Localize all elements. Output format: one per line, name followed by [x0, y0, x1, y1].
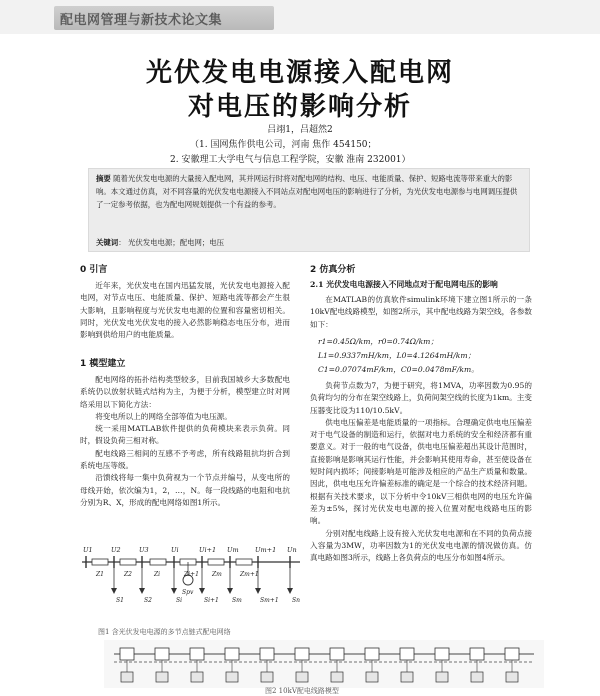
figure-2-simulink-model: [104, 640, 544, 688]
authors: 吕翊1，吕超然2: [267, 125, 333, 135]
section-2-1-body: [310, 380, 532, 564]
line-block: [435, 648, 449, 660]
keywords-label: 关键词: [96, 238, 119, 247]
impedance-label: Zi+1: [184, 571, 199, 578]
voltage-label: Ui: [171, 546, 179, 554]
paragraph: 在MATLAB的仿真软件simulink环境下建立图1所示的一条10kV配电线路模型，如图2所示，其中配电线路为架空线，各参数如下：: [310, 295, 533, 329]
impedance-block: [236, 559, 252, 565]
impedance-label: Z2: [124, 571, 132, 578]
impedance-label: Z1: [96, 571, 104, 578]
load-block: [261, 672, 273, 682]
load-block: [191, 672, 203, 682]
line-block: [400, 648, 414, 660]
paragraph: 沿馈线将每一集中负荷视为一个节点并编号，从变电所的母线开始，依次编为1，2，…，N。每一段线路的电阻和电抗分别为R、X，形成的配电网络如图1所示。: [80, 473, 290, 507]
equation-1: r1=0.45Ω/km，r0=0.74Ω/km；: [318, 337, 438, 346]
load-block: [506, 672, 518, 682]
voltage-label: Un: [287, 546, 297, 554]
keywords: 关键词： 光伏发电电源；配电网；电压: [96, 238, 225, 247]
abstract-text: 随着光伏发电电源的大量接入配电网，其并网运行时将对配电网的结构、电压、电能质量、保护、短路电流等带来重大的影响。本文通过仿真，对不同容量的光伏发电电源接入不同站点对配电网电压的影响进行了分析，为光伏发电电源参与电网调压提供了一定参考依据，也为配电网规划提供一个有益的参考。: [96, 174, 518, 209]
load-block: [471, 672, 483, 682]
line-block: [295, 648, 309, 660]
load-arrow: [139, 588, 145, 594]
voltage-label: U3: [139, 546, 149, 554]
impedance-label: Zm+1: [240, 571, 259, 578]
load-label: S2: [144, 597, 152, 604]
line-block: [470, 648, 484, 660]
impedance-label: Zi: [154, 571, 161, 578]
impedance-block: [120, 559, 136, 565]
paragraph: 统一采用MATLAB软件提供的负荷模块来表示负荷。同时，假设负荷三相对称。: [80, 424, 290, 446]
line-block: [330, 648, 344, 660]
load-block: [226, 672, 238, 682]
section-1-body: [80, 374, 290, 509]
load-arrow: [287, 588, 293, 594]
paragraph: 分别对配电线路上设有接入光伏发电电源和在不同的负荷点接入容量为3MW，功率因数为1的光伏发电电源的情况做仿真。仿真电路如图3所示，线路上各负荷点的电压分布如图4所示。: [310, 528, 532, 563]
load-block: [366, 672, 378, 682]
voltage-label: U2: [111, 546, 121, 554]
figure-1-caption: 图1 含光伏发电电源的多节点链式配电网络: [98, 628, 231, 636]
section-2-heading: 2 仿真分析: [310, 265, 356, 275]
load-arrow: [199, 588, 205, 594]
keywords-text: 光伏发电电源；配电网；电压: [127, 238, 225, 247]
impedance-block: [208, 559, 224, 565]
voltage-label: Um: [227, 546, 239, 554]
voltage-label: U1: [83, 546, 93, 554]
line-block: [260, 648, 274, 660]
load-label: Si: [176, 597, 183, 604]
impedance-block: [150, 559, 166, 565]
load-label: Si+1: [204, 597, 219, 604]
voltage-label: Ui+1: [199, 546, 217, 554]
section-0-heading: 0 引言: [80, 265, 108, 275]
line-block: [365, 648, 379, 660]
load-block: [156, 672, 168, 682]
line-block: [225, 648, 239, 660]
paper-title-line2: 对电压的影响分析: [187, 92, 412, 122]
figure-1-network-diagram: [78, 540, 304, 622]
line-block: [155, 648, 169, 660]
paragraph: 供电电压偏差是电能质量的一项指标。合理确定供电电压偏差对于电气设备的制造和运行，依据对电力系统的安全和经济都有重要意义。对于一般的电气设备，供电电压偏差超出其设计范围时，直接影响是影响其运行性能，并会影响其使用寿命，甚至使设备在短时间内损坏；间接影响是可能涉及相应的产品生产质量和数量。因此，供电电压允许偏差标准的确定是一个综合的技术经济问题。根据有关技术要求，以下分析中令10kV三相供电网的电压允许偏差为±5%，探讨光伏发电电源的接入位置对配电线路电压的影响。: [310, 417, 532, 526]
paragraph: 将变电所以上的网络全部等值为电压源。: [95, 411, 232, 421]
paragraph: 配电网络的拓扑结构类型较多，目前我国城乡大多数配电系统仍以放射状链式结构为主，为便于分析，模型建立时对网络采用以下简化方法：: [80, 375, 290, 409]
load-label: S1: [116, 597, 124, 604]
paragraph: 配电线路三相间的互感不予考虑，所有线路阻抗均折合到系统电压等级。: [80, 448, 290, 471]
affiliation-2: 2. 安徽理工大学电气与信息工程学院，安徽 淮南 232001）: [170, 155, 411, 165]
load-label: Sn: [292, 597, 300, 604]
line-block: [120, 648, 134, 660]
abstract: [96, 172, 524, 211]
load-block: [296, 672, 308, 682]
impedance-label: Zm: [212, 571, 222, 578]
line-block: [505, 648, 519, 660]
section-2-1-heading: 2.1 光伏发电电源接入不同地点对于配电网电压的影响: [310, 280, 498, 289]
equation-3: C1=0.07074mF/km，C0=0.0478mF/km。: [318, 365, 479, 374]
impedance-block: [92, 559, 108, 565]
load-arrow: [255, 588, 261, 594]
paper-title-line1: 光伏发电电源接入配电网: [145, 58, 454, 88]
load-block: [121, 672, 133, 682]
figure-2-caption: 图2 10kV配电线路模型: [265, 687, 339, 695]
load-label: Sm: [232, 597, 242, 604]
load-arrow: [227, 588, 233, 594]
line-block: [190, 648, 204, 660]
load-block: [331, 672, 343, 682]
paragraph: 负荷节点数为7，为便于研究，将1MVA，功率因数为0.95的负荷均匀的分布在架空线路上，负荷间架空线的长度为1km。主变压器变比设为110/10.5kV。: [310, 381, 532, 415]
equation-2: L1=0.9337mH/km，L0=4.1264mH/km；: [318, 351, 476, 360]
load-label: Sm+1: [260, 597, 279, 604]
abstract-label: 摘要: [96, 174, 111, 183]
load-block: [401, 672, 413, 682]
load-block: [436, 672, 448, 682]
journal-title: 配电网管理与新技术论文集: [60, 13, 223, 28]
voltage-label: Um+1: [255, 546, 277, 554]
section-2-1-intro: [310, 294, 532, 331]
paragraph: 近年来，光伏发电在国内迅猛发展，光伏发电电源接入配电网，对节点电压、电能质量、保护、短路电流等都会产生很大影响，且影响程度与光伏发电电源的位置和容量密切相关。同时，光伏发电光伏发电的接入必然影响稳态电压分布，进而影响到供给用户的电能质量。: [80, 281, 290, 340]
load-arrow: [111, 588, 117, 594]
affiliation-1: （1. 国网焦作供电公司，河南 焦作 454150；: [190, 140, 377, 150]
section-1-heading: 1 模型建立: [80, 359, 126, 369]
pv-label: Spv: [182, 589, 194, 596]
load-arrow: [171, 588, 177, 594]
section-0-body: [80, 280, 290, 341]
